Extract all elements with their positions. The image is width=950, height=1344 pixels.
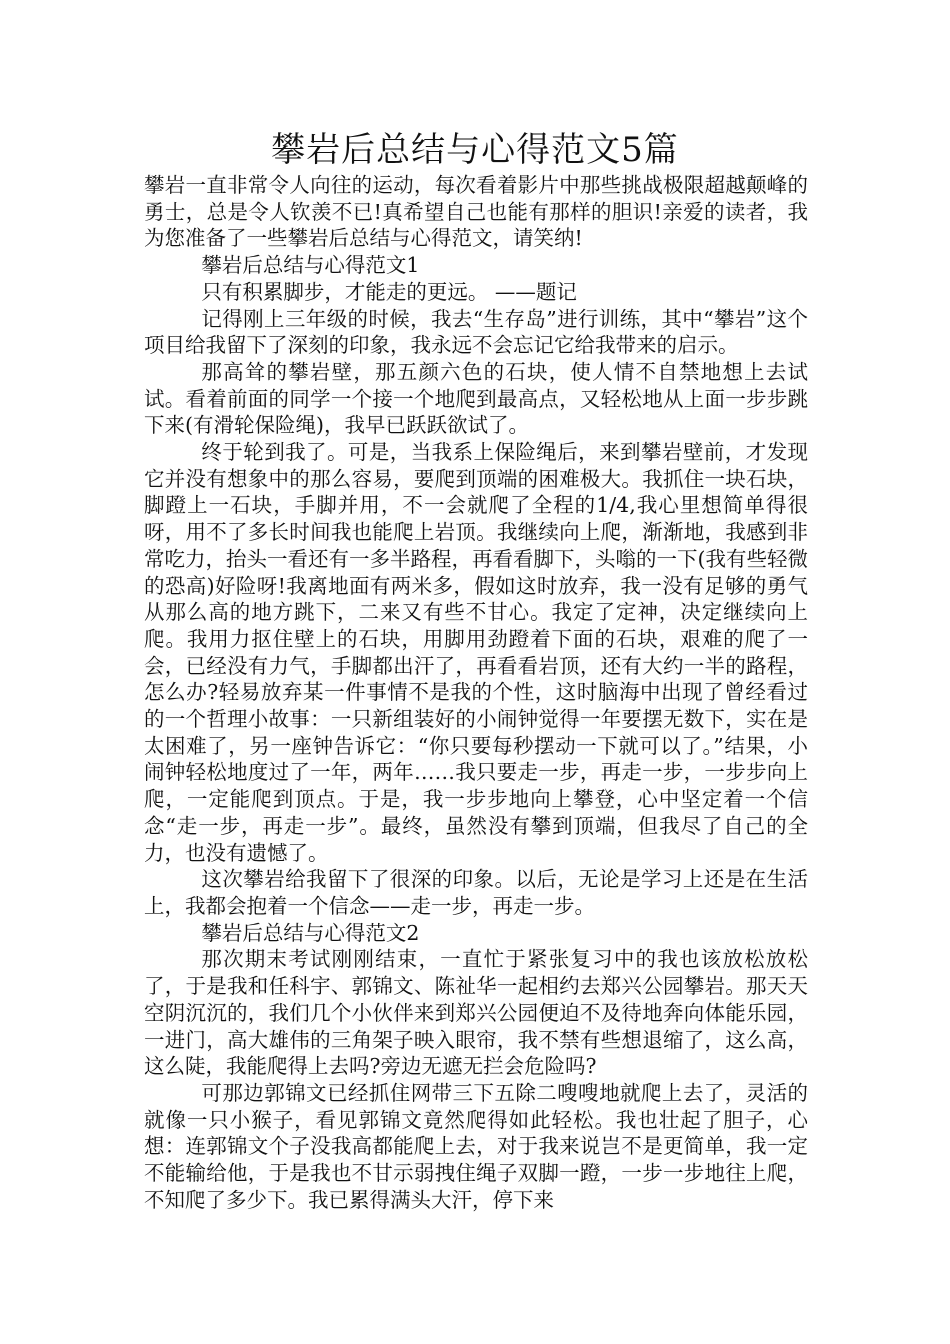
- document-body: [144, 172, 808, 1213]
- paragraph: 那高耸的攀岩壁，那五颜六色的石块，使人情不自禁地想上去试试。看着前面的同学一个接一个地爬到最高点，又轻松地从上面一步步跳下来(有滑轮保险绳)，我早已跃跃欲试了。: [144, 359, 808, 438]
- paragraph: 只有积累脚步，才能走的更远。 ——题记: [201, 279, 577, 304]
- paragraph: 可那边郭锦文已经抓住网带三下五除二嗖嗖地就爬上去了，灵活的就像一只小猴子，看见郭锦文竟然爬得如此轻松。我也壮起了胆子，心想：连郭锦文个子没我高都能爬上去，对于我来说岂不是更简单，我一定不能输给他，于是我也不甘示弱拽住绳子双脚一蹬，一步一步地往上爬，不知爬了多少下。我已累得满头大汗，停下来: [144, 1080, 808, 1212]
- paragraph: 这次攀岩给我留下了很深的印象。以后，无论是学习上还是在生活上，我都会抱着一个信念——走一步，再走一步。: [144, 867, 808, 918]
- paragraph: 攀岩一直非常令人向往的运动，每次看着影片中那些挑战极限超越颠峰的勇士，总是令人钦羡不已!真希望自己也能有那样的胆识!亲爱的读者，我为您准备了一些攀岩后总结与心得范文，请笑纳!: [144, 173, 808, 251]
- paragraph: 攀岩后总结与心得范文2: [201, 920, 420, 945]
- paragraph: 终于轮到我了。可是，当我系上保险绳后，来到攀岩壁前，才发现它并没有想象中的那么容易，要爬到顶端的困难极大。我抓住一块石块，脚蹬上一石块，手脚并用，不一会就爬了全程的1/4,我心里想简单得很呀，用不了多长时间我也能爬上岩顶。我继续向上爬，渐渐地，我感到非常吃力，抬头一看还有一多半路程，再看看脚下，头嗡的一下(我有些轻微的恐高)好险呀!我离地面有两米多，假如这时放弃，我一没有足够的勇气从那么高的地方跳下，二来又有些不甘心。我定了定神，决定继续向上爬。我用力抠住壁上的石块，用脚用劲蹬着下面的石块，艰难的爬了一会，已经没有力气，手脚都出汗了，再看看岩顶，还有大约一半的路程，怎么办?轻易放弃某一件事情不是我的个性，这时脑海中出现了曾经看过的一个哲理小故事：一只新组装好的小闹钟觉得一年要摆无数下，实在是太困难了，另一座钟告诉它：“你只要每秒摆动一下就可以了。”结果，小闹钟轻松地度过了一年，两年……我只要走一步，再走一步，一步步向上爬，一定能爬到顶点。于是，我一步步地向上攀登，心中坚定着一个信念“走一步，再走一步”。最终，虽然没有攀到顶端，但我尽了自己的全力，也没有遗憾了。: [144, 440, 808, 865]
- paragraph: 那次期末考试刚刚结束，一直忙于紧张复习中的我也该放松放松了，于是我和任科宇、郭锦文、陈祉华一起相约去郑兴公园攀岩。那天天空阴沉沉的，我们几个小伙伴来到郑兴公园便迫不及待地奔向体能乐园，一进门，高大雄伟的三角架子映入眼帘，我不禁有些想退缩了，这么高，这么陡，我能爬得上去吗?旁边无遮无拦会危险吗?: [144, 947, 808, 1079]
- document-title: 攀岩后总结与心得范文5篇: [271, 130, 679, 170]
- paragraph: 记得刚上三年级的时候，我去“生存岛”进行训练，其中“攀岩”这个项目给我留下了深刻的印象，我永远不会忘记它给我带来的启示。: [144, 306, 808, 358]
- paragraph: 攀岩后总结与心得范文1: [201, 253, 420, 278]
